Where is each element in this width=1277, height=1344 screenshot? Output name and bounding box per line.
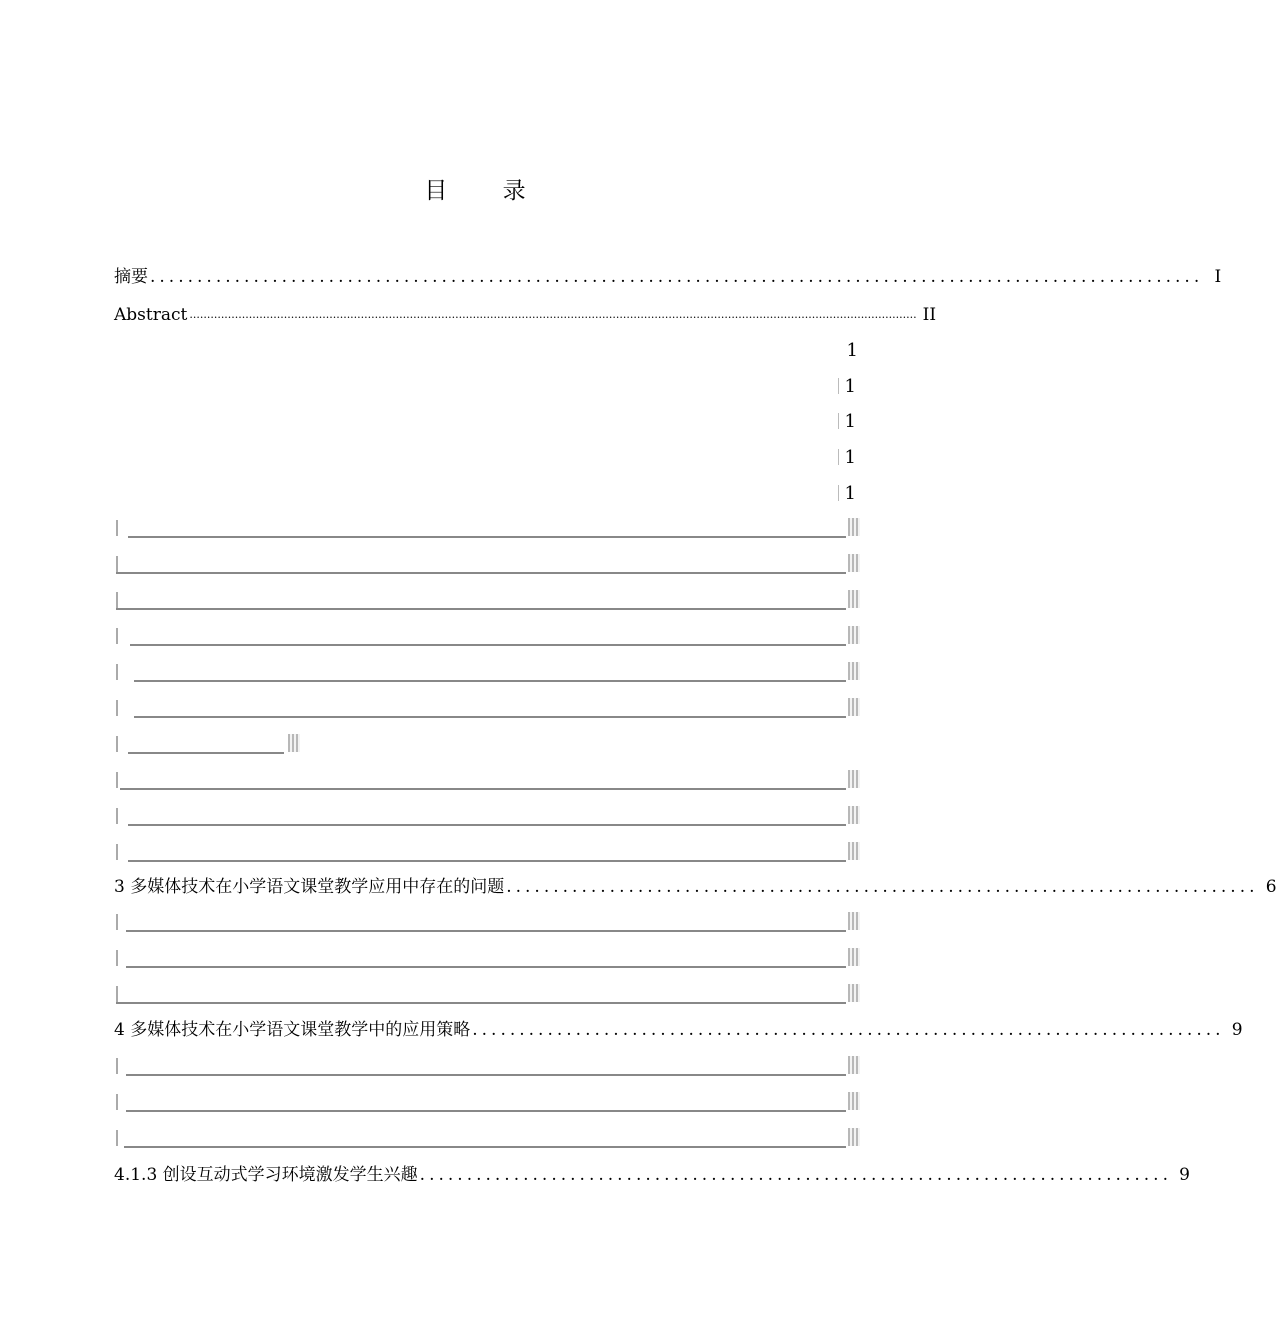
toc-page-number: 6 bbox=[1265, 877, 1277, 897]
toc-entry-faded bbox=[114, 1090, 860, 1114]
toc-page-number: 9 bbox=[1179, 1165, 1190, 1185]
toc-entry-label: 摘要 bbox=[114, 267, 148, 287]
toc-page-number: 1 bbox=[846, 340, 858, 361]
toc-faint-marker bbox=[838, 485, 839, 501]
toc-entry-faded bbox=[114, 1054, 860, 1078]
toc-page-number: II bbox=[922, 305, 937, 325]
toc-entry-faded bbox=[114, 804, 860, 828]
toc-faint-marker bbox=[838, 413, 839, 429]
toc-leader-dots: ................................................................................................................................................................................................................ bbox=[189, 308, 917, 321]
toc-entry-abstract-cn[interactable] bbox=[114, 262, 1222, 288]
toc-leader-dots: ................................................................................ bbox=[472, 1020, 1225, 1040]
toc-entry-faded bbox=[114, 588, 860, 612]
page-title: 目 录 bbox=[424, 178, 550, 204]
toc-page-number: 9 bbox=[1231, 1020, 1243, 1040]
toc-entry-faded bbox=[114, 516, 860, 540]
toc-entry-label: Abstract bbox=[114, 305, 188, 325]
toc-entry-chapter-3[interactable] bbox=[114, 872, 1277, 898]
toc-leader-dots: ................................................................................ bbox=[506, 877, 1259, 897]
toc-leader-dots: ................................................................................................................ bbox=[150, 267, 1204, 287]
toc-entry-label: 4.1.3 创设互动式学习环境激发学生兴趣 bbox=[114, 1165, 418, 1185]
toc-entry-faded bbox=[114, 696, 860, 720]
toc-entry-faded bbox=[114, 946, 860, 970]
toc-entry-faded bbox=[114, 982, 860, 1006]
toc-entry-label: 4 多媒体技术在小学语文课堂教学中的应用策略 bbox=[114, 1020, 471, 1040]
toc-entry-faded bbox=[114, 732, 314, 756]
toc-entry-chapter-4[interactable] bbox=[114, 1015, 1243, 1041]
toc-leader-dots: ................................................................................ bbox=[419, 1165, 1172, 1185]
toc-entry-abstract-en[interactable] bbox=[114, 300, 937, 326]
toc-page-number: I bbox=[1214, 267, 1222, 287]
toc-entry-label: 3 多媒体技术在小学语文课堂教学应用中存在的问题 bbox=[114, 877, 505, 897]
toc-page-number: 1 bbox=[844, 411, 856, 432]
toc-entry-section-4-1-3[interactable] bbox=[114, 1160, 1190, 1186]
toc-faint-marker bbox=[838, 449, 839, 465]
toc-entry-faded bbox=[114, 624, 860, 648]
toc-faint-marker bbox=[838, 378, 839, 394]
toc-entry-faded bbox=[114, 552, 860, 576]
toc-page-number: 1 bbox=[844, 483, 856, 504]
toc-entry-faded bbox=[114, 840, 860, 864]
toc-entry-faded bbox=[114, 768, 860, 792]
toc-page-number: 1 bbox=[844, 447, 856, 468]
toc-entry-faded bbox=[114, 660, 860, 684]
toc-entry-faded bbox=[114, 910, 860, 934]
toc-page-number: 1 bbox=[844, 376, 856, 397]
toc-entry-faded bbox=[114, 1126, 860, 1150]
